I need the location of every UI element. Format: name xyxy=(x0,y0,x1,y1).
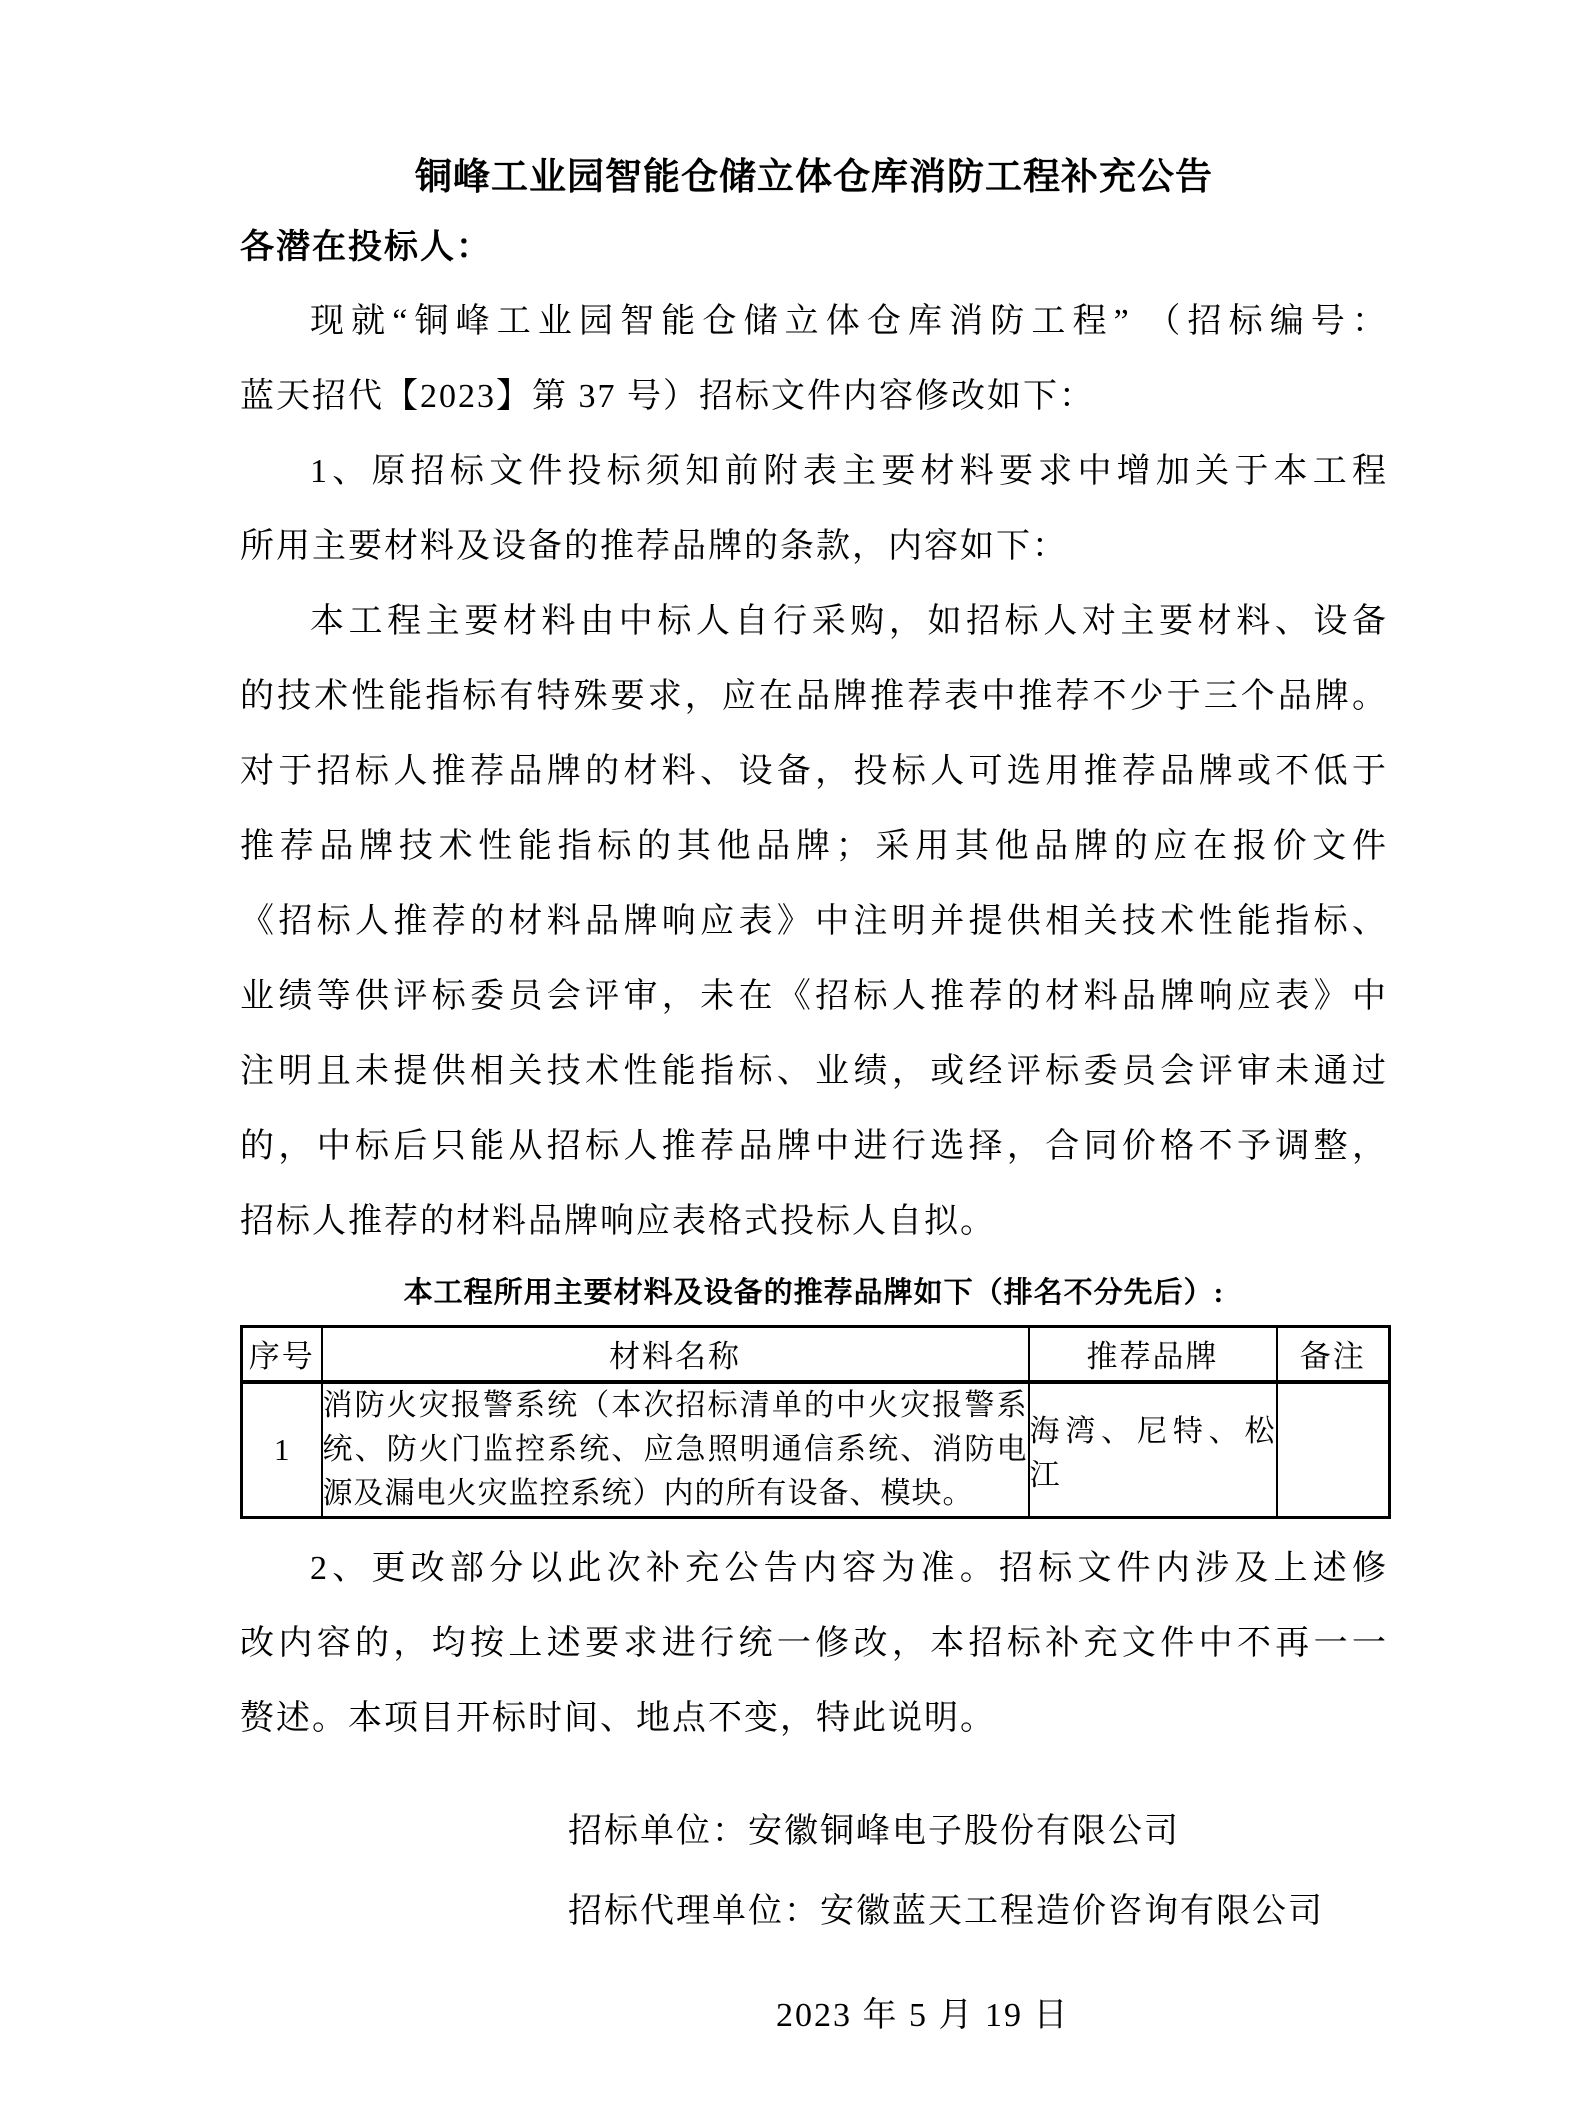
body-text-line: 的，中标后只能从招标人推荐品牌中进行选择，合同价格不予调整， xyxy=(240,1127,1388,1165)
salutation: 各潜在投标人： xyxy=(240,228,492,266)
table-caption: 本工程所用主要材料及设备的推荐品牌如下（排名不分先后）: xyxy=(403,1276,1225,1309)
body-text-line: 推荐品牌技术性能指标的其他品牌；采用其他品牌的应在报价文件 xyxy=(240,827,1388,865)
brands-cell: 海湾、尼特、松江 xyxy=(1029,1382,1277,1518)
table-body xyxy=(242,1382,1390,1518)
body-text-line: 本工程主要材料由中标人自行采购，如招标人对主要材料、设备 xyxy=(310,602,1388,640)
remark-cell xyxy=(1277,1382,1390,1518)
agency-line: 招标代理单位：安徽蓝天工程造价咨询有限公司 xyxy=(568,1892,1324,1930)
body-text-line: 所用主要材料及设备的推荐品牌的条款，内容如下： xyxy=(240,527,1068,565)
material-cell: 消防火灾报警系统（本次招标清单的中火灾报警系统、防火门监控系统、应急照明通信系统、消防电源及漏电火灾监控系统）内的所有设备、模块。 xyxy=(322,1382,1029,1518)
closing-text-line: 2、更改部分以此次补充公告内容为准。招标文件内涉及上述修 xyxy=(310,1549,1388,1587)
body-paragraphs xyxy=(240,284,1388,1259)
body-text-line: 注明且未提供相关技术性能指标、业绩，或经评标委员会评审未通过 xyxy=(240,1052,1388,1090)
table-header-row xyxy=(242,1326,1390,1382)
date-line: 2023 年 5 月 19 日 xyxy=(776,1996,1070,2034)
body-text-line: 《招标人推荐的材料品牌响应表》中注明并提供相关技术性能指标、 xyxy=(240,902,1388,940)
closing-paragraphs xyxy=(240,1531,1388,1756)
tenderer-line: 招标单位：安徽铜峰电子股份有限公司 xyxy=(568,1812,1180,1850)
seq-cell: 1 xyxy=(242,1382,322,1518)
body-text-line: 的技术性能指标有特殊要求，应在品牌推荐表中推荐不少于三个品牌。 xyxy=(240,677,1388,715)
table-header-cell: 备注 xyxy=(1277,1326,1390,1382)
table-header-cell: 材料名称 xyxy=(322,1326,1029,1382)
document-content xyxy=(240,0,1388,2056)
body-text-line: 蓝天招代【2023】第 37 号）招标文件内容修改如下： xyxy=(240,377,1095,415)
signature-block xyxy=(240,1792,1388,2056)
table-header-cell: 推荐品牌 xyxy=(1029,1326,1277,1382)
table-header-cell: 序号 xyxy=(242,1326,322,1382)
closing-text-line: 赘述。本项目开标时间、地点不变，特此说明。 xyxy=(240,1699,996,1737)
body-text-line: 对于招标人推荐品牌的材料、设备，投标人可选用推荐品牌或不低于 xyxy=(240,752,1388,790)
table-row xyxy=(242,1382,1390,1518)
body-text-line: 业绩等供评标委员会评审，未在《招标人推荐的材料品牌响应表》中 xyxy=(240,977,1388,1015)
body-text-line: 1、原招标文件投标须知前附表主要材料要求中增加关于本工程 xyxy=(310,452,1388,490)
body-text-line: 招标人推荐的材料品牌响应表格式投标人自拟。 xyxy=(240,1202,996,1240)
recommended-brands-table xyxy=(240,1325,1391,1519)
body-text-line: 现就“铜峰工业园智能仓储立体仓库消防工程” （招标编号： xyxy=(310,302,1388,340)
document-title: 铜峰工业园智能仓储立体仓库消防工程补充公告 xyxy=(415,157,1213,198)
closing-text-line: 改内容的，均按上述要求进行统一修改，本招标补充文件中不再一一 xyxy=(240,1624,1388,1662)
